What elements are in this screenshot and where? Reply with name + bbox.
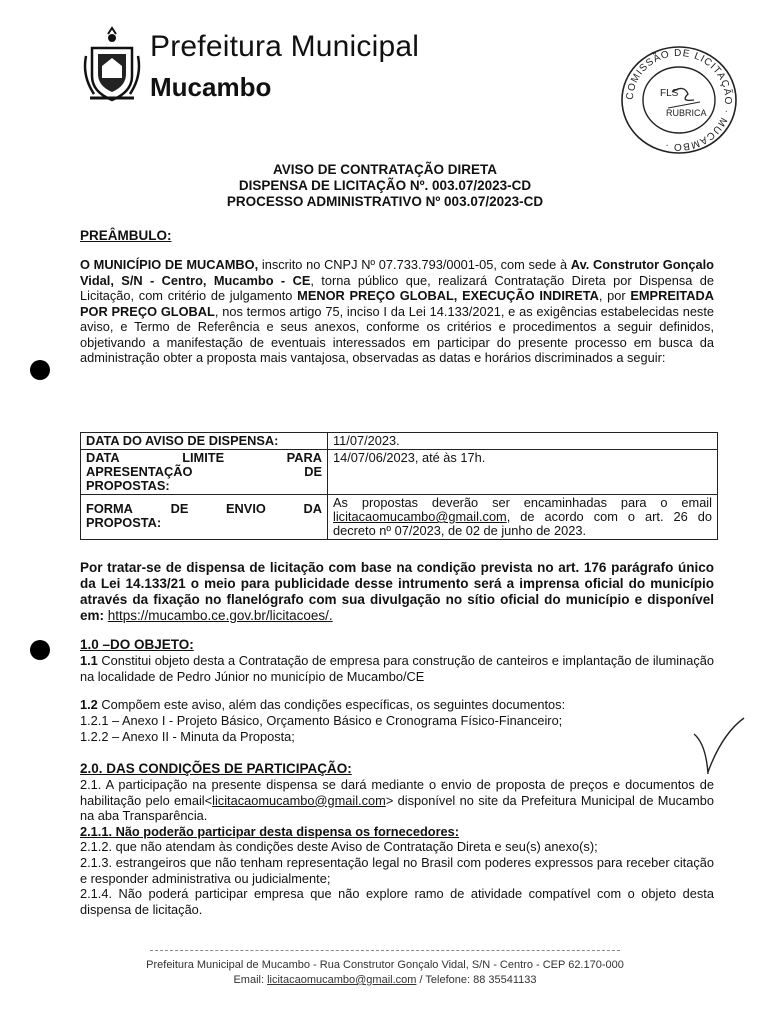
stamp-fls: FLS — [660, 88, 679, 99]
section-1-2-paragraph — [80, 697, 714, 713]
preambulo-text-3: , por — [598, 288, 631, 303]
table-label-forma-envio — [81, 495, 328, 540]
label-word: PROPOSTA: — [86, 515, 162, 530]
section-1-2-1: 1.2.1 – Anexo I - Projeto Básico, Orçamento Básico e Cronograma Físico-Financeiro; — [80, 713, 563, 728]
svg-text:COMISSÃO DE LICITAÇÃO · MUCAMB — [625, 48, 735, 152]
item-number: 1.2 — [80, 697, 98, 712]
footer-phone: / Telefone: 88 35541133 — [416, 974, 537, 986]
section-1-heading: 1.0 –DO OBJETO: — [80, 637, 194, 652]
preambulo-bold-municipio: O MUNICÍPIO DE MUCAMBO, — [80, 257, 259, 272]
label-word: DATA — [86, 450, 120, 465]
preambulo-paragraph — [80, 257, 714, 366]
label-word: PROPOSTAS: — [86, 478, 170, 493]
document-title — [0, 162, 770, 210]
preambulo-bold-criterio: MENOR PREÇO GLOBAL, EXECUÇÃO INDIRETA — [297, 288, 599, 303]
table-row — [81, 495, 718, 540]
header-prefeitura-title: Prefeitura Municipal — [150, 30, 420, 63]
licitacoes-site-link[interactable]: https://mucambo.ce.gov.br/licitacoes/. — [107, 608, 333, 623]
label-word: ENVIO — [226, 501, 266, 516]
forma-envio-email-link[interactable]: licitacaomucambo@gmail.com — [333, 509, 507, 524]
title-line-1: AVISO DE CONTRATAÇÃO DIRETA — [273, 162, 497, 177]
dates-table — [80, 432, 718, 540]
section-2-1-3: 2.1.3. estrangeiros que não tenham representação legal no Brasil com poderes expressos para receber citação e responder administrativa ou judicialmente; — [80, 855, 714, 886]
stamp-ring-text: COMISSÃO DE LICITAÇÃO · MUCAMBO · — [624, 47, 734, 153]
section-2-1-1-heading: 2.1.1. Não poderão participar desta dispensa os fornecedores: — [80, 824, 460, 839]
coat-of-arms-logo — [80, 26, 144, 106]
footer-contact — [0, 973, 770, 988]
table-label-data-limite — [81, 450, 328, 495]
label-word: PARA — [286, 450, 322, 465]
footer-email-link[interactable]: licitacaomucambo@gmail.com — [267, 974, 417, 986]
dispensa-note-text: Por tratar-se de dispensa de licitação com base na condição prevista no art. 176 parágrafo único da Lei 14.133/21 o meio para publicidade desse intrumento será a imprensa oficial do município através da fixação no flanelógrafo com sua divulgação no sítio oficial do município e disponível em: — [80, 560, 714, 623]
footer-email-label: Email: — [233, 974, 268, 986]
title-line-3: PROCESSO ADMINISTRATIVO Nº 003.07/2023-CD — [226, 194, 544, 209]
stamp-rubrica: RUBRICA — [666, 108, 707, 118]
label-word: FORMA — [86, 501, 133, 516]
preambulo-text-1: inscrito no CNPJ Nº 07.733.793/0001-05, com sede à — [258, 257, 571, 272]
footer-divider — [150, 950, 620, 951]
hole-punch-mark — [30, 360, 50, 380]
table-value-data-limite: 14/07/06/2023, até às 17h. — [328, 450, 718, 495]
section-1-1-text: Constitui objeto desta a Contratação de empresa para construção de canteiros e implantação de iluminação na localidade de Pedro Júnior no município de Mucambo/CE — [80, 653, 714, 684]
label-word: APRESENTAÇÃO — [86, 464, 193, 479]
preambulo-bold-empreitada: EMPREITADA POR PREÇO GLOBAL — [80, 288, 715, 319]
section-2-heading: 2.0. DAS CONDIÇÕES DE PARTICIPAÇÃO: — [80, 761, 352, 776]
label-word: LIMITE — [182, 450, 225, 465]
hole-punch-mark — [30, 640, 50, 660]
section-1-2-2: 1.2.2 – Anexo II - Minuta da Proposta; — [80, 729, 295, 744]
preambulo-bold-address: Av. Construtor Gonçalo Vidal, S/N - Centro, Mucambo - CE — [80, 257, 714, 288]
forma-envio-text-2: , de acordo com o art. 26 do decreto nº 07/2023, de 02 de junho de 2023. — [333, 509, 712, 538]
commission-stamp — [618, 44, 740, 156]
section-2-1-text-a: 2.1. A participação na presente dispensa se dará mediante o envio de proposta de preços e documentos de habilitação pelo email< — [80, 777, 714, 808]
table-row — [81, 433, 718, 450]
section-2-1-text-b: > disponível no site da Prefeitura Municipal de Mucambo na aba Transparência. — [80, 792, 714, 823]
preambulo-text-2: , torna público que, realizará Contratação Direta por Dispensa de Licitação, com critério de julgamento — [80, 272, 714, 303]
table-value-forma-envio — [328, 495, 718, 540]
table-value-data-aviso: 11/07/2023. — [328, 433, 718, 450]
section-1-2-text: Compõem este aviso, além das condições específicas, os seguintes documentos: — [97, 697, 566, 712]
label-word: DE — [304, 464, 322, 479]
section-2-1-2: 2.1.2. que não atendam às condições deste Aviso de Contratação Direta e seu(s) anexo(s); — [80, 839, 598, 854]
preambulo-text-4: , nos termos artigo 75, inciso I da Lei 14.133/2021, e as exigências estabelecidas neste aviso, e Termo de Referência e seus anexos, conforme os critérios e procedimentos a seguir definidos, objetivando a manifestação de eventuais interessados em participar do presente processo em busca da administração obter a proposta mais vantajosa, observadas as datas e horários discriminados a seguir: — [80, 303, 715, 365]
signature-mark — [688, 714, 748, 778]
dispensa-note — [80, 560, 714, 624]
table-row — [81, 450, 718, 495]
table-label-data-aviso: DATA DO AVISO DE DISPENSA: — [81, 433, 328, 450]
section-1-1-paragraph — [80, 653, 714, 684]
item-number: 1.1 — [80, 653, 98, 668]
section-2-1-4: 2.1.4. Não poderá participar empresa que não explore ramo de atividade compatível com o objeto desta dispensa de licitação. — [80, 886, 714, 917]
label-word: DA — [303, 501, 322, 516]
forma-envio-text-1: As propostas deverão ser encaminhadas para o email — [333, 495, 712, 510]
label-word: DE — [170, 501, 189, 516]
section-2-1-email-link[interactable]: licitacaomucambo@gmail.com — [212, 792, 386, 808]
footer-address: Prefeitura Municipal de Mucambo - Rua Construtor Gonçalo Vidal, S/N - Centro - CEP 62.170-000 — [146, 959, 624, 971]
header-municipality-name: Mucambo — [150, 72, 272, 102]
section-2-1-paragraph — [80, 777, 714, 824]
preambulo-heading: PREÂMBULO: — [80, 228, 172, 243]
title-line-2: DISPENSA DE LICITAÇÃO Nº. 003.07/2023-CD — [238, 178, 532, 193]
